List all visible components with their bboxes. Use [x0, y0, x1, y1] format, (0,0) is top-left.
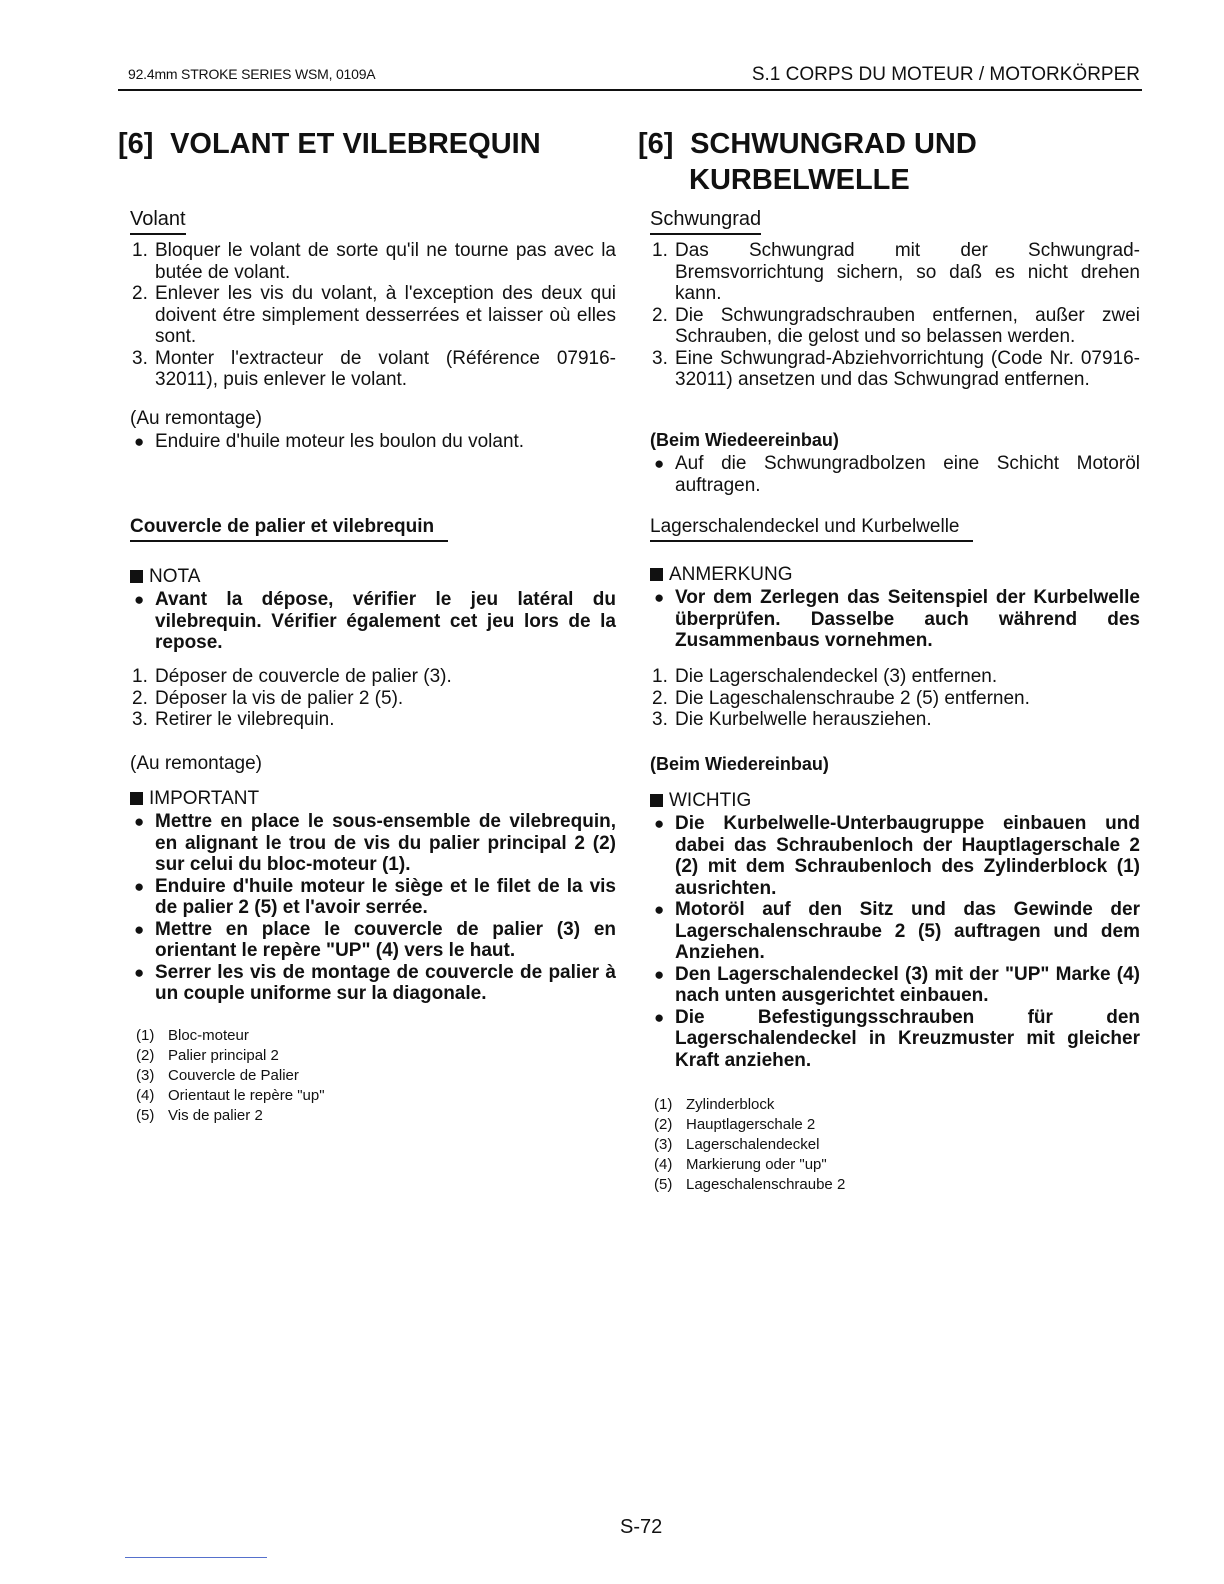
note-label-text: ANMERKUNG [669, 564, 793, 585]
bullet-icon: ● [654, 588, 665, 607]
legend-item [654, 1135, 1114, 1155]
bullet-icon: ● [654, 964, 665, 984]
german-crank-heading: Lagerschalendeckel und Kurbelwelle [650, 516, 973, 542]
french-section-number: [6] [118, 128, 154, 160]
legend-text: Palier principal 2 [168, 1047, 279, 1064]
header-section-title: S.1 CORPS DU MOTEUR / MOTORKÖRPER [751, 64, 1140, 85]
list-item [650, 688, 1140, 710]
list-item [650, 964, 1140, 1007]
legend-number: (5) [654, 1176, 673, 1193]
list-item [650, 666, 1140, 688]
french-important-label [128, 788, 259, 810]
bullet-icon: ● [134, 962, 145, 982]
bullet-icon: ● [654, 1007, 665, 1027]
square-bullet-icon [130, 792, 143, 805]
header-rule [118, 89, 1142, 91]
german-schwungrad-heading: Schwungrad [650, 208, 761, 235]
bullet-text: Den Lagerschalendeckel (3) mit der "UP" Marke (4) nach unten ausgerichtet einbauen. [675, 963, 1140, 1006]
bullet-text: Vor dem Zerlegen das Seitenspiel der Kurbelwelle überprüfen. Dasselbe auch während des Zusammenbaus vornehmen. [675, 587, 1140, 651]
french-section-title [118, 126, 639, 162]
french-nota-label [128, 566, 200, 588]
legend-text: Markierung oder "up" [686, 1156, 827, 1173]
step-text: Déposer la vis de palier 2 (5). [155, 687, 404, 709]
german-crank-steps [650, 666, 1140, 731]
bullet-text: Motoröl auf den Sitz und das Gewinde der Lagerschalenschraube 2 (5) auftragen und dem Anziehen. [675, 899, 1140, 963]
step-text: Retirer le vilebrequin. [155, 709, 335, 730]
legend-text: Couvercle de Palier [168, 1067, 299, 1084]
step-text: Die Lagerschalendeckel (3) entfernen. [675, 666, 998, 687]
bullet-icon: ● [134, 432, 145, 451]
legend-item [654, 1175, 1114, 1195]
list-item [130, 240, 616, 283]
bullet-icon: ● [134, 919, 145, 939]
french-volant-bullets [130, 431, 616, 453]
german-important-label [648, 790, 751, 812]
step-number: 1. [132, 666, 148, 687]
bullet-text: Auf die Schwungradbolzen eine Schicht Motoröl auftragen. [675, 453, 1140, 496]
legend-number: (1) [136, 1027, 155, 1044]
legend-item [136, 1026, 596, 1046]
legend-text: Bloc-moteur [168, 1027, 249, 1044]
bullet-text: Mettre en place le couvercle de palier (3) en orientant le repère "UP" (4) vers le haut. [155, 918, 616, 961]
important-label-text: WICHTIG [669, 790, 752, 811]
step-number: 1. [652, 666, 668, 687]
bullet-text: Serrer les vis de montage de couvercle de palier à un couple uniforme sur la diagonale. [155, 961, 616, 1004]
bullet-icon: ● [134, 876, 145, 896]
french-volant-heading: Volant [130, 208, 186, 235]
step-text: Die Lageschalenschraube 2 (5) entfernen. [675, 687, 1030, 709]
bullet-text: Die Kurbelwelle-Unterbaugruppe einbauen und dabei das Schraubenloch der Hauptlagerschale 2 (2) mit dem Schraubenloch des Zylinderblock (1) ausrichten. [675, 813, 1140, 899]
page-number: S-72 [620, 1516, 663, 1538]
header-manual-id: 92.4mm STROKE SERIES WSM, 0109A [128, 66, 376, 82]
step-text: Eine Schwungrad-Abziehvorrichtung (Code Nr. 07916-32011) ansetzen und das Schwungrad entfernen. [675, 347, 1140, 390]
list-item [130, 431, 616, 453]
list-item [650, 709, 1140, 731]
legend-item [136, 1046, 596, 1066]
step-number: 3. [652, 709, 668, 730]
legend-text: Lagerschalendeckel [686, 1136, 820, 1153]
legend-number: (4) [136, 1087, 155, 1104]
legend-text: Lageschalenschraube 2 [686, 1176, 846, 1193]
legend-number: (3) [654, 1136, 673, 1153]
german-section-title [638, 126, 1159, 198]
french-volant-reassembly: (Au remontage) [130, 408, 263, 429]
legend-item [654, 1095, 1114, 1115]
list-item [650, 813, 1140, 899]
legend-number: (2) [654, 1116, 673, 1133]
list-item [130, 962, 616, 1005]
step-number: 1. [132, 240, 148, 261]
bullet-icon: ● [134, 590, 145, 609]
french-volant-steps [130, 240, 616, 391]
legend-item [654, 1115, 1114, 1135]
list-item [130, 811, 616, 876]
list-item [650, 1007, 1140, 1072]
german-legend [654, 1095, 1114, 1195]
german-schwungrad-reassembly: (Beim Wiedeereinbau) [650, 430, 839, 450]
german-column [638, 120, 1159, 1193]
german-note-label [648, 564, 793, 586]
list-item [130, 709, 616, 731]
square-bullet-icon [650, 794, 663, 807]
bullet-text: Mettre en place le sous-ensemble de vilebrequin, en alignant le trou de vis du palier principal 2 (2) sur celui du bloc-moteur (1). [155, 811, 616, 875]
legend-number: (3) [136, 1067, 155, 1084]
step-text: Bloquer le volant de sorte qu'il ne tourne pas avec la butée de volant. [155, 240, 616, 283]
footer-link-line [125, 1557, 267, 1558]
bullet-text: Enduire d'huile moteur le siège et le filet de la vis de palier 2 (5) et l'avoir serrée. [155, 875, 616, 918]
step-text: Déposer de couvercle de palier (3). [155, 666, 452, 687]
german-crank-reassembly: (Beim Wiedereinbau) [650, 754, 829, 774]
list-item [650, 348, 1140, 391]
legend-text: Hauptlagerschale 2 [686, 1116, 816, 1133]
step-number: 2. [652, 687, 668, 709]
step-text: Enlever les vis du volant, à l'exception des deux qui doivent étre simplement desserrées et laisser où elles sont. [155, 283, 616, 347]
legend-text: Orientaut le repère "up" [168, 1087, 325, 1104]
bullet-text: Die Befestigungsschrauben für den Lagerschalendeckel in Kreuzmuster mit gleicher Kraft anziehen. [675, 1006, 1140, 1071]
step-number: 3. [132, 347, 148, 369]
german-schwungrad-steps [650, 240, 1140, 391]
step-text: Die Kurbelwelle herausziehen. [675, 709, 932, 730]
legend-number: (5) [136, 1107, 155, 1124]
german-schwungrad-bullets [650, 453, 1140, 496]
list-item [130, 688, 616, 710]
step-text: Die Schwungradschrauben entfernen, außer zwei Schrauben, die gelost und so belassen werden. [675, 304, 1140, 347]
list-item [130, 283, 616, 348]
french-crank-heading: Couvercle de palier et vilebrequin [130, 516, 448, 542]
list-item [130, 348, 616, 391]
legend-number: (4) [654, 1156, 673, 1173]
list-item [650, 587, 1140, 652]
german-note-bullets [650, 587, 1140, 652]
legend-item [136, 1086, 596, 1106]
legend-number: (2) [136, 1047, 155, 1064]
legend-text: Vis de palier 2 [168, 1107, 263, 1124]
german-section-title-line2: KURBELWELLE [689, 164, 910, 196]
bullet-icon: ● [654, 454, 665, 473]
important-label-text: IMPORTANT [149, 788, 260, 809]
step-number: 3. [652, 347, 668, 369]
french-nota-bullets [130, 589, 616, 654]
french-important-bullets [130, 811, 616, 1005]
step-text: Monter l'extracteur de volant (Référence 07916-32011), puis enlever le volant. [155, 347, 616, 390]
bullet-icon: ● [654, 814, 665, 833]
legend-item [136, 1106, 596, 1126]
legend-text: Zylinderblock [686, 1096, 775, 1113]
list-item [650, 305, 1140, 348]
list-item [130, 919, 616, 962]
french-crank-steps [130, 666, 616, 731]
bullet-icon: ● [654, 900, 665, 919]
french-column [118, 120, 639, 1124]
step-number: 3. [132, 709, 148, 730]
legend-item [654, 1155, 1114, 1175]
german-important-bullets [650, 813, 1140, 1071]
step-number: 2. [652, 304, 668, 326]
step-number: 2. [132, 283, 148, 304]
french-legend [136, 1026, 596, 1126]
list-item [650, 899, 1140, 964]
list-item [130, 666, 616, 688]
german-section-title-line1: SCHWUNGRAD UND [690, 128, 977, 160]
square-bullet-icon [130, 570, 143, 583]
nota-label-text: NOTA [149, 566, 201, 587]
list-item [130, 876, 616, 919]
square-bullet-icon [650, 568, 663, 581]
list-item [650, 453, 1140, 496]
legend-number: (1) [654, 1096, 673, 1113]
bullet-icon: ● [134, 812, 145, 831]
french-section-title-text: VOLANT ET VILEBREQUIN [170, 128, 541, 160]
german-section-number: [6] [638, 128, 674, 160]
french-crank-reassembly: (Au remontage) [130, 753, 263, 774]
bullet-text: Enduire d'huile moteur les boulon du volant. [155, 431, 525, 452]
step-number: 1. [652, 240, 668, 261]
step-number: 2. [132, 687, 148, 709]
list-item [650, 240, 1140, 305]
list-item [130, 589, 616, 654]
step-text: Das Schwungrad mit der Schwungrad-Bremsvorrichtung sichern, so daß es nicht drehen kann. [675, 240, 1140, 304]
bullet-text: Avant la dépose, vérifier le jeu latéral du vilebrequin. Vérifier également cet jeu lors de la repose. [155, 589, 616, 653]
legend-item [136, 1066, 596, 1086]
